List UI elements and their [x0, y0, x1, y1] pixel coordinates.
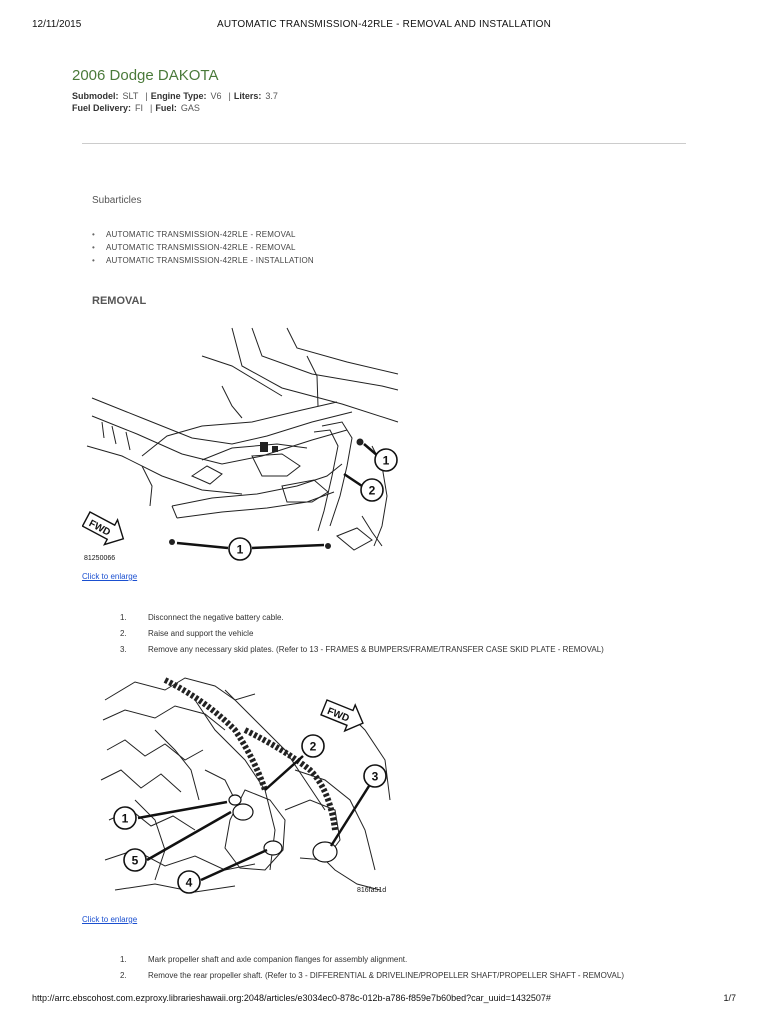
- vehicle-spec-line-1: [72, 91, 281, 101]
- step-text: Raise and support the vehicle: [148, 629, 254, 638]
- callout-3: [364, 765, 386, 787]
- propeller-shaft-diagram: [95, 670, 395, 906]
- fwd-label: FWD: [86, 518, 113, 539]
- callout-5: [124, 849, 146, 871]
- spec-separator: |: [228, 91, 231, 101]
- callout-1-top: [375, 449, 397, 471]
- step-text: Remove any necessary skid plates. (Refer to 13 - FRAMES & BUMPERS/FRAME/TRANSFER CASE SKID PLATE - REMOVAL): [148, 645, 604, 654]
- spec-separator: |: [150, 103, 153, 113]
- callout-2: [302, 735, 324, 757]
- figure-code: 81250066: [84, 555, 116, 562]
- callout-label: 2: [368, 483, 376, 498]
- subarticles-heading: Subarticles: [92, 195, 142, 206]
- removal-heading: REMOVAL: [92, 295, 147, 307]
- step-item: [120, 626, 604, 642]
- fwd-arrow-icon: [319, 694, 368, 736]
- step-number: 2.: [120, 629, 127, 638]
- bolt-icon: [325, 543, 331, 549]
- engine-type-value: V6: [210, 91, 222, 101]
- callout-label: 1: [382, 453, 390, 468]
- step-text: Remove the rear propeller shaft. (Refer to 3 - DIFFERENTIAL & DRIVELINE/PROPELLER SHAFT/PROPELLER SHAFT - REMOVAL): [148, 971, 624, 980]
- enlarge-link[interactable]: Click to enlarge: [82, 572, 138, 581]
- callout-4: [178, 871, 200, 893]
- callout-label: 1: [236, 542, 244, 557]
- engine-type-label: Engine Type:: [150, 91, 207, 101]
- liters-value: 3.7: [265, 91, 278, 101]
- propeller-steps-list: [120, 952, 624, 984]
- callout-label: 1: [121, 811, 129, 826]
- step-text: Mark propeller shaft and axle companion flanges for assembly alignment.: [148, 955, 408, 964]
- bolt-icon: [169, 539, 175, 545]
- subarticle-item[interactable]: • AUTOMATIC TRANSMISSION-42RLE - INSTALLATION: [92, 254, 314, 267]
- step-item: [120, 610, 604, 626]
- fwd-label: FWD: [325, 705, 351, 725]
- callout-label: 2: [309, 739, 317, 754]
- skid-plate-figure[interactable]: [82, 326, 400, 564]
- callout-2: [361, 479, 383, 501]
- step-item: [120, 968, 624, 984]
- subarticles-list: [92, 228, 314, 267]
- callout-label: 3: [371, 769, 379, 784]
- subarticle-item[interactable]: • AUTOMATIC TRANSMISSION-42RLE - REMOVAL: [92, 241, 314, 254]
- page-number: 1/7: [723, 993, 736, 1003]
- callout-label: 4: [185, 875, 193, 890]
- vehicle-title: 2006 Dodge DAKOTA: [72, 67, 219, 84]
- fuel-label: Fuel:: [155, 103, 177, 113]
- callout-1-bottom: [229, 538, 251, 560]
- spec-separator: |: [145, 91, 148, 101]
- print-date: 12/11/2015: [32, 19, 82, 30]
- callout-1: [114, 807, 136, 829]
- divider: [82, 143, 686, 144]
- step-item: [120, 952, 624, 968]
- skid-plate-diagram: [82, 326, 400, 564]
- figure-code: 816fa51d: [357, 887, 387, 894]
- vehicle-spec-line-2: [72, 103, 203, 113]
- step-number: 2.: [120, 971, 127, 980]
- bolt-icon: [357, 439, 364, 446]
- fuel-value: GAS: [180, 103, 200, 113]
- step-text: Disconnect the negative battery cable.: [148, 613, 284, 622]
- fwd-arrow-icon: [82, 507, 130, 551]
- document-title: AUTOMATIC TRANSMISSION-42RLE - REMOVAL AND INSTALLATION: [216, 19, 552, 30]
- subarticle-item[interactable]: • AUTOMATIC TRANSMISSION-42RLE - REMOVAL: [92, 228, 314, 241]
- submodel-label: Submodel:: [72, 91, 119, 101]
- step-number: 1.: [120, 613, 127, 622]
- removal-steps-list: [120, 610, 604, 658]
- fuel-delivery-value: FI: [135, 103, 144, 113]
- liters-label: Liters:: [233, 91, 262, 101]
- submodel-value: SLT: [122, 91, 139, 101]
- step-number: 3.: [120, 645, 127, 654]
- source-url: http://arrc.ebscohost.com.ezproxy.librarieshawaii.org:2048/articles/e3034ec0-878c-012b-a786-f859e7b60bed?car_uuid=1432507#: [32, 993, 551, 1003]
- callout-label: 5: [131, 853, 139, 868]
- enlarge-link[interactable]: Click to enlarge: [82, 915, 138, 924]
- step-item: [120, 642, 604, 658]
- propeller-shaft-figure[interactable]: [95, 670, 395, 906]
- fuel-delivery-label: Fuel Delivery:: [72, 103, 132, 113]
- step-number: 1.: [120, 955, 127, 964]
